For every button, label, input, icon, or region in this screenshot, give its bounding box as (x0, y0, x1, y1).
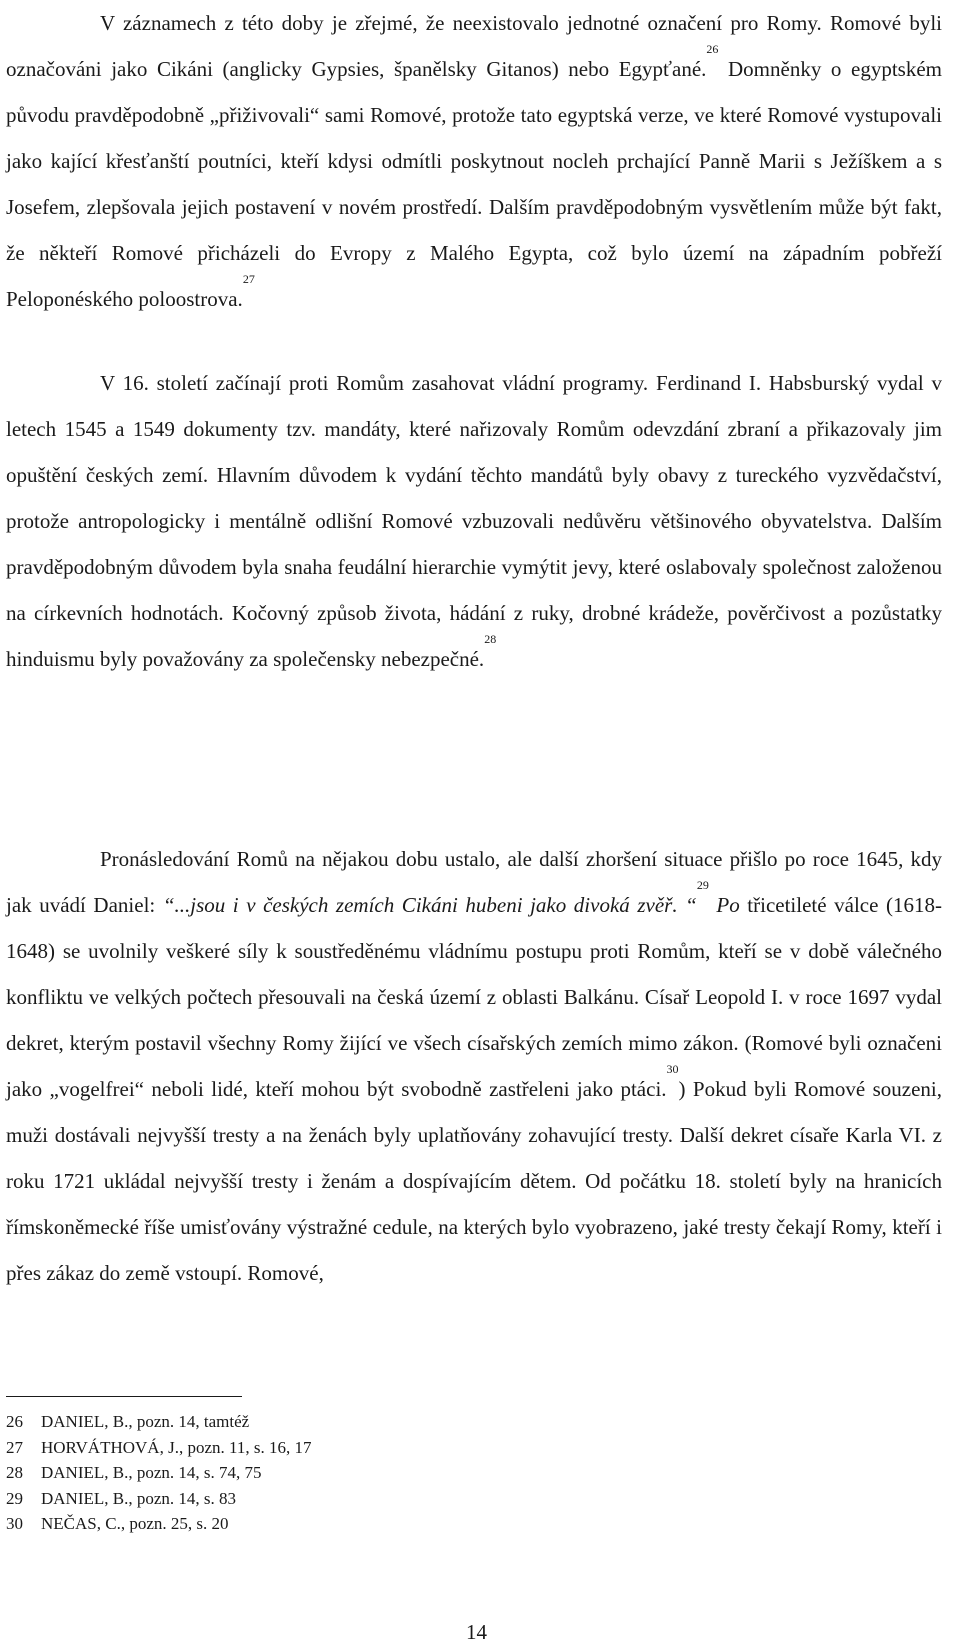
paragraph-1-text-b: Domněnky o egyptském původu pravděpodobně „přiživovali“ sami Romové, protože tato egyptská verze, ve které Romové vystupovali jako kající křesťanští poutníci, kteří kdysi odmítli poskytnout nocleh prchající Panně Marii s Ježíškem a s Josefem, zlepšovala jejich postavení v novém prostředí. Dalším pravděpodobným vysvětlením může být fakt, že někteří Romové přicházeli do Evropy z Malého Egypta, což bylo území na západním pobřeží Peloponéského poloostrova. (6, 57, 942, 311)
paragraph-1 (6, 0, 942, 322)
paragraph-3-text-c: ) Pokud byli Romové souzeni, muži dostávali nejvyšší tresty a na ženách byly uplatňovány zohavující tresty. Další dekret císaře Karla VI. z roku 1721 ukládal nejvyšší tresty i ženám a dospívajícím dětem. Od počátku 18. století byly na hranicích římskoněmecké říše umisťovány výstražné cedule, na kterých bylo vyobrazeno, jaké tresty čekají Romy, kteří i přes zákaz do země vstoupí. Romové, (6, 1077, 942, 1285)
footnote-text: HORVÁTHOVÁ, J., pozn. 11, s. 16, 17 (41, 1437, 312, 1457)
footnote-number: 27 (6, 1437, 23, 1457)
footnote-text: DANIEL, B., pozn. 14, s. 83 (41, 1488, 237, 1508)
paragraph-3 (6, 836, 942, 1296)
footnote-item (6, 1460, 906, 1486)
footnote-ref-30[interactable]: 30 (666, 1062, 679, 1076)
footnote-ref-29[interactable]: 29 (696, 878, 709, 892)
footnote-item (6, 1486, 906, 1512)
paragraph-3-text-a: Pronásledování Romů na nějakou dobu ustalo, ale další zhoršení situace přišlo po roce 1645, kdy jak uvádí Daniel: (6, 847, 942, 917)
footnote-text: DANIEL, B., pozn. 14, tamtéž (41, 1412, 250, 1431)
paragraph-2 (6, 360, 942, 682)
footnote-ref-26[interactable]: 26 (706, 42, 719, 56)
footnote-separator (6, 1396, 242, 1397)
footnote-item (6, 1409, 906, 1435)
footnote-item (6, 1511, 906, 1537)
footnotes-list (6, 1409, 906, 1537)
footnote-number: 28 (6, 1463, 23, 1482)
footnote-ref-28[interactable]: 28 (484, 632, 497, 646)
footnote-number: 29 (6, 1488, 23, 1508)
footnote-number: 26 (6, 1412, 23, 1431)
footnote-ref-27[interactable]: 27 (242, 272, 255, 286)
daniel-quote: “...jsou i v českých zemích Cikáni hubeni jako divoká zvěř. “ (162, 893, 697, 917)
paragraph-1-text-a: V záznamech z této doby je zřejmé, že neexistovalo jednotné označení pro Romy. Romové byli označováni jako Cikáni (anglicky Gypsies, španělsky Gitanos) nebo Egypťané. (6, 11, 942, 81)
page-number: 14 (466, 1620, 487, 1644)
footnote-number: 30 (6, 1514, 23, 1533)
paragraph-2-text: V 16. století začínají proti Romům zasahovat vládní programy. Ferdinand I. Habsburský vydal v letech 1545 a 1549 dokumenty tzv. mandáty, které nařizovaly Romům odevzdání zbraní a přikazovaly jim opuštění českých zemí. Hlavním důvodem k vydání těchto mandátů byly obavy z tureckého vyzvědačství, protože antropologicky i mentálně odlišní Romové vzbuzovali nedůvěru většinového obyvatelstva. Dalším pravděpodobným důvodem byla snaha feudální hierarchie vymýtit jevy, které oslabovaly společnost založenou na církevních hodnotách. Kočovný způsob života, hádání z ruky, drobné krádeže, pověrčivost a pozůstatky hinduismu byly považovány za společensky nebezpečné. (6, 371, 942, 671)
quote-tail: Po (708, 893, 740, 917)
footnote-text: DANIEL, B., pozn. 14, s. 74, 75 (41, 1463, 262, 1482)
footnote-item (6, 1435, 906, 1461)
paragraph-3-text-b: třicetileté válce (1618-1648) se uvolnily veškeré síly k soustředěnému vládnímu postupu proti Romům, kteří se v době válečného konfliktu ve velkých počtech přesouvali na česká území z oblasti Balkánu. Císař Leopold I. v roce 1697 vydal dekret, kterým postavil všechny Romy žijící ve všech císařských zemích mimo zákon. (Romové byli označeni jako „vogelfrei“ neboli lidé, kteří mohou být svobodně zastřeleni jako ptáci. (6, 893, 942, 1101)
footnote-text: NEČAS, C., pozn. 25, s. 20 (41, 1514, 229, 1533)
